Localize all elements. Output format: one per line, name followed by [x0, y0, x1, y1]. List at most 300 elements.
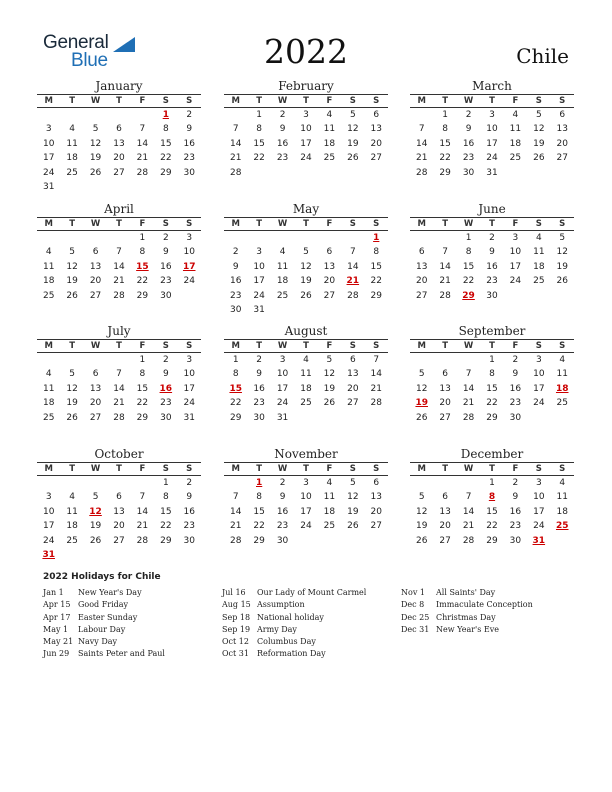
day-cell: 3: [256, 247, 262, 258]
holiday-name: Navy Day: [78, 637, 118, 647]
day-cell: 19: [533, 138, 545, 149]
holiday-item: [43, 599, 165, 611]
week-row: [410, 274, 574, 288]
day-cell: 26: [415, 535, 428, 546]
holiday-item: [401, 587, 533, 599]
week-row: [224, 245, 388, 259]
day-cell: [107, 231, 130, 245]
weekday-header: W: [463, 464, 474, 474]
day-cell: 24: [509, 276, 522, 287]
day-cell: 25: [300, 398, 312, 409]
week-row: [37, 534, 201, 548]
weekday-header: M: [44, 464, 53, 474]
day-cell: 1: [139, 355, 146, 365]
week-row: [410, 260, 574, 274]
day-cell: 29: [486, 412, 498, 423]
day-cell: 25: [556, 398, 568, 409]
holiday-name: National holiday: [257, 612, 324, 622]
week-row: [37, 108, 201, 122]
day-cell: 8: [373, 247, 380, 258]
month-title: April: [104, 202, 134, 216]
page-header: [0, 0, 612, 80]
day-cell: 10: [509, 247, 522, 258]
day-cell: 5: [326, 355, 333, 365]
day-cell: 21: [113, 398, 125, 409]
weekday-header: F: [512, 464, 519, 474]
holiday-day-cell: 15: [229, 383, 242, 394]
day-cell: 14: [229, 506, 242, 517]
day-cell: 24: [533, 398, 545, 409]
month-july: [37, 324, 201, 425]
week-row: [37, 411, 201, 425]
day-cell: 21: [439, 276, 451, 287]
month-title: August: [284, 324, 328, 338]
day-cell: 19: [66, 276, 78, 287]
day-cell: 4: [45, 247, 52, 258]
day-cell: 18: [556, 506, 568, 517]
week-row: [37, 245, 201, 259]
day-cell: 8: [442, 124, 448, 135]
day-cell: 19: [347, 506, 359, 517]
day-cell: 9: [256, 369, 262, 380]
weekday-header: S: [559, 219, 566, 229]
weekday-header-row: [410, 462, 574, 476]
day-cell: 26: [89, 167, 102, 178]
weekday-header: F: [326, 464, 333, 474]
day-cell: 4: [303, 355, 309, 365]
day-cell: 4: [326, 110, 333, 120]
week-row: [37, 231, 201, 245]
month-may: [224, 202, 388, 317]
holiday-day-cell: 1: [373, 233, 380, 243]
weekday-header: S: [186, 341, 193, 351]
day-cell: 23: [229, 290, 242, 301]
day-cell: 18: [66, 521, 78, 532]
day-cell: [341, 166, 364, 180]
week-row: [224, 367, 388, 381]
weekday-header: M: [417, 464, 426, 474]
day-cell: 16: [509, 383, 522, 394]
day-cell: 25: [509, 153, 522, 164]
day-cell: 12: [415, 506, 428, 517]
holiday-day-cell: 19: [415, 398, 428, 409]
month-november: [224, 447, 388, 548]
day-cell: [224, 108, 247, 122]
day-cell: [178, 548, 201, 562]
month-december: [410, 447, 574, 548]
day-cell: 11: [42, 261, 55, 272]
day-cell: 21: [462, 398, 475, 409]
weekday-header: S: [373, 219, 380, 229]
day-cell: 5: [535, 110, 542, 120]
weekday-header: F: [326, 96, 333, 106]
day-cell: 29: [136, 290, 149, 301]
day-cell: 11: [276, 261, 289, 272]
day-cell: 28: [439, 290, 451, 301]
week-row: [224, 534, 388, 548]
day-cell: 26: [347, 153, 359, 164]
day-cell: 20: [439, 521, 451, 532]
day-cell: 11: [533, 247, 545, 258]
month-march: [410, 79, 574, 180]
month-april: [37, 202, 201, 303]
week-row: [410, 490, 574, 504]
day-cell: 30: [276, 535, 289, 546]
holiday-day-cell: 31: [42, 549, 55, 560]
day-cell: 27: [89, 290, 102, 301]
holiday-name: Columbus Day: [257, 637, 316, 647]
day-cell: 6: [92, 369, 99, 380]
day-cell: 1: [489, 478, 495, 488]
day-cell: 29: [370, 290, 382, 301]
day-cell: 27: [323, 290, 336, 301]
weekday-header: F: [512, 341, 519, 351]
weekday-header: T: [69, 464, 76, 474]
day-cell: 17: [42, 521, 55, 532]
day-cell: 8: [256, 492, 262, 503]
day-cell: 12: [347, 492, 359, 503]
weekday-header: M: [417, 341, 426, 351]
day-cell: 9: [162, 247, 169, 258]
day-cell: 19: [300, 276, 312, 287]
day-cell: 3: [535, 478, 542, 488]
weekday-header: S: [373, 464, 380, 474]
weekday-header: S: [535, 219, 542, 229]
day-cell: 8: [162, 492, 169, 503]
day-cell: [504, 289, 527, 303]
day-cell: 8: [256, 124, 262, 135]
weekday-header: T: [303, 464, 309, 474]
day-cell: 20: [89, 276, 102, 287]
day-cell: 5: [69, 247, 75, 258]
day-cell: [84, 476, 107, 490]
weekday-header: W: [90, 96, 101, 106]
weekday-header: S: [162, 341, 169, 351]
week-row: [224, 396, 388, 410]
day-cell: [433, 231, 456, 245]
week-row: [224, 289, 388, 303]
day-cell: 27: [439, 412, 451, 423]
day-cell: 22: [160, 521, 172, 532]
day-cell: 30: [229, 304, 242, 315]
holiday-date: May 1: [43, 624, 69, 634]
day-cell: 6: [373, 478, 380, 488]
day-cell: [318, 166, 341, 180]
day-cell: 16: [462, 138, 475, 149]
day-cell: 3: [279, 355, 286, 365]
day-cell: [107, 108, 130, 122]
day-cell: 11: [300, 369, 312, 380]
logo-text-blue: Blue: [71, 50, 108, 71]
weekday-header: M: [44, 96, 53, 106]
day-cell: 16: [509, 506, 522, 517]
week-row: [410, 476, 574, 490]
day-cell: 26: [347, 521, 359, 532]
holiday-date: Sep 18: [222, 612, 251, 622]
weekday-header: S: [373, 96, 380, 106]
holiday-day-cell: 31: [532, 535, 546, 546]
weekday-header: S: [186, 96, 193, 106]
weekday-header: T: [256, 96, 263, 106]
holiday-date: Apr 17: [43, 612, 71, 622]
day-cell: 24: [276, 398, 289, 409]
day-cell: [341, 411, 364, 425]
day-cell: 12: [89, 138, 102, 149]
day-cell: 1: [465, 233, 472, 243]
holiday-day-cell: 25: [555, 521, 569, 532]
day-cell: 16: [276, 138, 289, 149]
day-cell: 23: [183, 153, 195, 164]
month-title: May: [292, 202, 320, 216]
day-cell: 13: [439, 506, 451, 517]
day-cell: [527, 166, 550, 180]
weekday-header: M: [417, 96, 426, 106]
weekday-header: S: [186, 219, 193, 229]
holiday-date: Dec 31: [401, 624, 430, 634]
day-cell: 10: [300, 492, 312, 503]
holiday-date: Jun 29: [43, 649, 70, 659]
weekday-header: W: [90, 219, 101, 229]
day-cell: 3: [45, 492, 52, 503]
holiday-date: Jan 1: [43, 588, 64, 597]
day-cell: [107, 476, 130, 490]
day-cell: 30: [183, 535, 195, 546]
week-row: [224, 411, 388, 425]
holiday-day-cell: 16: [159, 383, 173, 394]
day-cell: [527, 411, 550, 425]
day-cell: 25: [323, 521, 336, 532]
day-cell: 20: [89, 398, 102, 409]
day-cell: [365, 303, 388, 317]
day-cell: 4: [559, 355, 566, 365]
day-cell: 20: [323, 276, 336, 287]
day-cell: 13: [415, 261, 428, 272]
day-cell: [433, 476, 456, 490]
day-cell: 17: [253, 276, 265, 287]
day-cell: 28: [347, 290, 359, 301]
day-cell: 22: [462, 276, 475, 287]
day-cell: 13: [323, 261, 336, 272]
day-cell: 18: [276, 276, 289, 287]
day-cell: 8: [139, 247, 146, 258]
day-cell: 6: [116, 124, 122, 135]
holiday-day-cell: 21: [346, 276, 360, 287]
day-cell: 13: [113, 138, 125, 149]
day-cell: 10: [183, 369, 195, 380]
day-cell: 28: [462, 535, 475, 546]
day-cell: 14: [347, 261, 359, 272]
day-cell: 14: [462, 383, 475, 394]
day-cell: 6: [92, 247, 99, 258]
day-cell: 8: [139, 369, 146, 380]
holiday-date: Aug 15: [222, 600, 251, 610]
holiday-name: All Saints' Day: [436, 588, 496, 597]
day-cell: [410, 353, 433, 367]
day-cell: 10: [300, 124, 312, 135]
day-cell: 23: [486, 276, 498, 287]
day-cell: 6: [442, 492, 448, 503]
day-cell: 22: [253, 153, 265, 164]
week-row: [410, 367, 574, 381]
day-cell: [178, 180, 201, 194]
weekday-header: T: [116, 96, 122, 106]
day-cell: 14: [439, 261, 451, 272]
day-cell: [37, 108, 60, 122]
weekday-header: W: [277, 96, 288, 106]
day-cell: [294, 231, 317, 245]
day-cell: 15: [462, 261, 475, 272]
day-cell: 12: [533, 124, 545, 135]
day-cell: 17: [300, 138, 312, 149]
day-cell: 19: [556, 261, 568, 272]
holiday-name: Army Day: [257, 624, 297, 634]
day-cell: [365, 534, 388, 548]
week-row: [37, 274, 201, 288]
day-cell: [341, 231, 364, 245]
day-cell: [84, 231, 107, 245]
day-cell: [60, 353, 83, 367]
day-cell: 5: [349, 478, 356, 488]
day-cell: 21: [136, 521, 149, 532]
day-cell: 5: [92, 124, 99, 135]
week-row: [37, 260, 201, 274]
weekday-header-row: [224, 217, 388, 231]
holiday-date: Jul 16: [222, 588, 246, 597]
day-cell: 3: [489, 110, 495, 120]
day-cell: 17: [276, 383, 289, 394]
month-title: July: [107, 324, 131, 338]
day-cell: 26: [66, 412, 78, 423]
day-cell: [84, 180, 107, 194]
day-cell: 9: [232, 261, 239, 272]
day-cell: 2: [186, 110, 193, 120]
holiday-day-cell: 12: [89, 506, 102, 517]
day-cell: [551, 534, 574, 548]
day-cell: 24: [533, 521, 545, 532]
weekday-header: T: [303, 96, 309, 106]
day-cell: 23: [509, 521, 522, 532]
day-cell: 2: [512, 478, 519, 488]
day-cell: [60, 231, 83, 245]
day-cell: 24: [486, 153, 498, 164]
day-cell: 26: [415, 412, 428, 423]
day-cell: 3: [186, 233, 193, 243]
day-cell: 12: [66, 261, 78, 272]
day-cell: 27: [113, 535, 125, 546]
day-cell: 17: [509, 261, 522, 272]
day-cell: 2: [162, 233, 169, 243]
day-cell: [131, 548, 154, 562]
week-row: [410, 289, 574, 303]
day-cell: 7: [232, 492, 239, 503]
weekday-header: F: [139, 96, 146, 106]
day-cell: 17: [183, 383, 195, 394]
day-cell: 7: [373, 355, 380, 365]
weekday-header: M: [417, 219, 426, 229]
day-cell: [84, 353, 107, 367]
weekday-header: W: [277, 219, 288, 229]
holiday-item: [401, 612, 533, 624]
week-row: [37, 367, 201, 381]
day-cell: 20: [370, 138, 382, 149]
week-row: [224, 519, 388, 533]
month-january: [37, 79, 201, 194]
weekday-header: F: [326, 341, 333, 351]
day-cell: 11: [556, 492, 568, 503]
day-cell: 10: [183, 247, 195, 258]
weekday-header: W: [90, 341, 101, 351]
weekday-header: S: [535, 96, 542, 106]
day-cell: 2: [489, 233, 495, 243]
weekday-header: W: [90, 464, 101, 474]
day-cell: 27: [370, 521, 382, 532]
weekday-header: T: [303, 341, 309, 351]
holiday-name: Immaculate Conception: [436, 600, 533, 610]
day-cell: [294, 534, 317, 548]
weekday-header: F: [326, 219, 333, 229]
day-cell: 24: [183, 398, 195, 409]
day-cell: 25: [276, 290, 289, 301]
weekday-header: T: [256, 219, 263, 229]
day-cell: 15: [370, 261, 382, 272]
day-cell: 7: [116, 369, 122, 380]
day-cell: 4: [279, 247, 286, 258]
day-cell: [527, 289, 550, 303]
week-row: [224, 122, 388, 136]
weekday-header: S: [373, 341, 380, 351]
weekday-header: S: [349, 96, 356, 106]
day-cell: 6: [418, 247, 425, 258]
day-cell: 25: [42, 412, 55, 423]
day-cell: 17: [486, 138, 498, 149]
day-cell: 18: [66, 153, 78, 164]
week-row: [410, 231, 574, 245]
day-cell: 4: [326, 478, 333, 488]
day-cell: 3: [535, 355, 542, 365]
day-cell: 16: [183, 138, 195, 149]
day-cell: 23: [183, 521, 195, 532]
day-cell: 10: [533, 369, 545, 380]
day-cell: [318, 534, 341, 548]
day-cell: 13: [439, 383, 451, 394]
day-cell: 6: [116, 492, 122, 503]
day-cell: 1: [256, 110, 262, 120]
day-cell: 20: [113, 521, 125, 532]
day-cell: 26: [323, 398, 336, 409]
day-cell: 17: [42, 153, 55, 164]
holiday-date: Oct 12: [222, 637, 249, 647]
week-row: [37, 151, 201, 165]
day-cell: [178, 289, 201, 303]
day-cell: 20: [370, 506, 382, 517]
day-cell: 3: [512, 233, 519, 243]
weekday-header: T: [442, 464, 449, 474]
day-cell: [37, 353, 60, 367]
day-cell: 2: [162, 355, 169, 365]
day-cell: 30: [160, 290, 172, 301]
day-cell: 18: [42, 276, 55, 287]
day-cell: [37, 476, 60, 490]
day-cell: 9: [512, 369, 519, 380]
logo-text-general: General: [43, 32, 109, 53]
day-cell: 12: [556, 247, 568, 258]
calendar-year: 2022: [264, 32, 348, 71]
weekday-header: S: [186, 464, 193, 474]
day-cell: 9: [465, 124, 472, 135]
weekday-header: T: [489, 341, 495, 351]
day-cell: 29: [160, 167, 172, 178]
day-cell: [107, 548, 130, 562]
